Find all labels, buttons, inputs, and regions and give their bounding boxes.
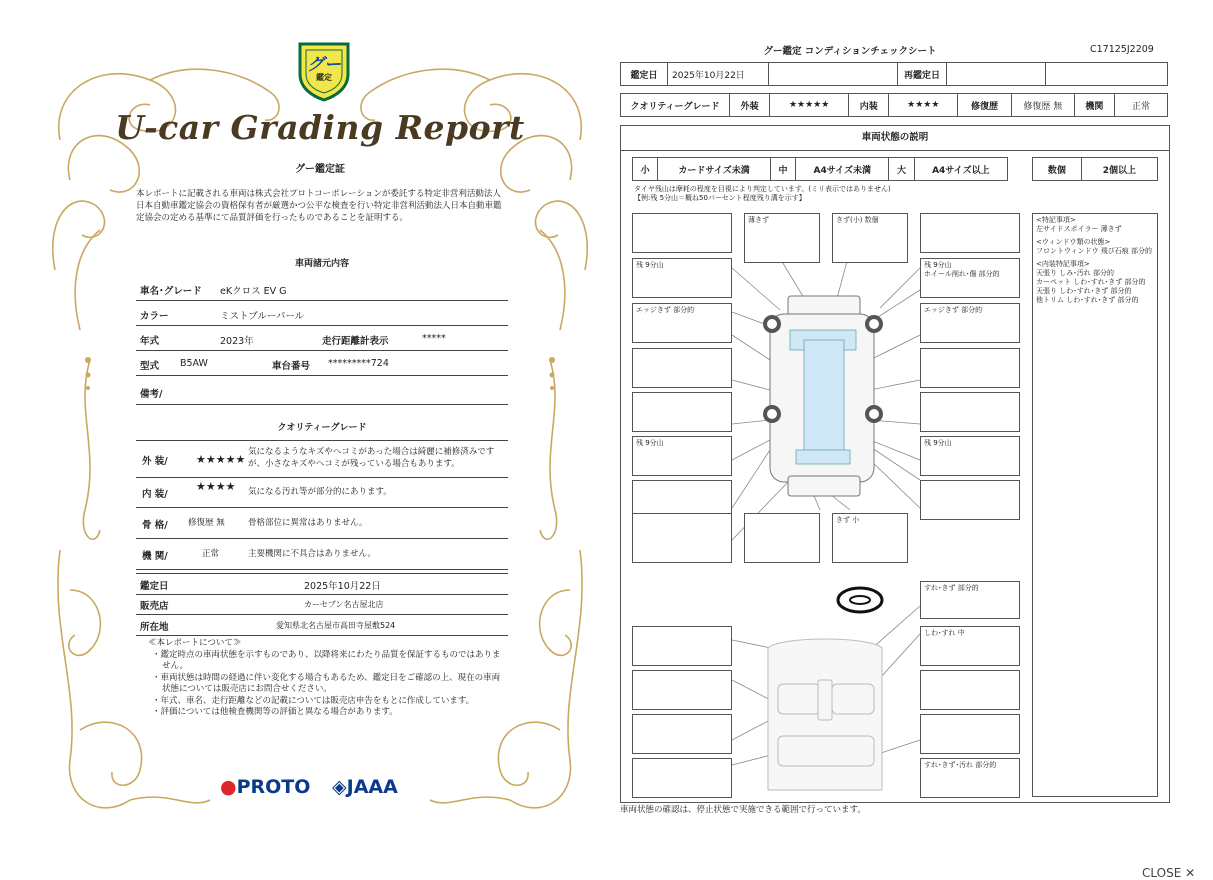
count-label: 数個 xyxy=(1033,158,1082,181)
spec-value-color: ミストブルーパール xyxy=(220,311,305,322)
special-title: <ウィンドウ類の状態> xyxy=(1036,238,1111,246)
goo-badge-logo xyxy=(296,38,352,102)
special-body: カーペット しわ･すれ･きず 部分的 xyxy=(1036,278,1146,286)
note-item: ・車両状態は時間の経過に伴い変化する場合もあるため、鑑定日をご確認の上、現在の車両状態については販売店にお問合せください。 xyxy=(152,672,501,694)
condition-box: すれ･きず･汚れ 部分的 xyxy=(920,758,1020,798)
spec-row-color xyxy=(136,301,508,326)
spec-value-odometer: ***** xyxy=(422,333,446,344)
note-item: ・年式、車名、走行距離などの記載については販売店申告をもとに作成しています。 xyxy=(152,695,475,706)
special-body: 左サイドスポイラー 薄きず xyxy=(1036,225,1122,233)
spec-value-year: 2023年 xyxy=(220,336,254,347)
grade-value-engine: 正常 xyxy=(202,549,220,559)
size-medium-desc: A4サイズ未満 xyxy=(796,158,889,181)
special-title: <内装特記事項> xyxy=(1036,260,1090,268)
special-title: <特記事項> xyxy=(1036,216,1076,224)
spec-row-name xyxy=(136,276,508,301)
condition-box xyxy=(920,480,1020,520)
condition-box xyxy=(632,626,732,666)
condition-box: 残 9分山 xyxy=(632,258,732,298)
special-body: 他トリム しわ･すれ･きず 部分的 xyxy=(1036,296,1139,304)
grade-label: 機 関/ xyxy=(142,551,168,562)
special-body: 天張り しわ･すれ･きず 部分的 xyxy=(1036,287,1132,295)
proto-logo xyxy=(220,776,310,798)
spec-label: カラー xyxy=(140,311,169,322)
info-row-date xyxy=(136,573,508,595)
info-value-address: 愛知県北名古屋市高田寺屋敷524 xyxy=(276,621,396,630)
condition-box: すれ･きず 部分的 xyxy=(920,581,1020,619)
condition-box xyxy=(632,714,732,754)
condition-box xyxy=(632,213,732,253)
size-medium: 中 xyxy=(770,158,795,181)
condition-box xyxy=(632,670,732,710)
condition-box xyxy=(632,758,732,798)
special-body: フロントウィンドウ 飛び石痕 部分的 xyxy=(1036,247,1153,255)
condition-box: 残 9分山 xyxy=(920,436,1020,476)
condition-box: 残 9分山 xyxy=(632,436,732,476)
tire-note-line: 【例:残 5分山＝概ね50パーセント程度残り溝を示す】 xyxy=(634,194,806,202)
condition-box xyxy=(920,392,1020,432)
grade-label: 内 装/ xyxy=(142,489,168,500)
grade-row-exterior xyxy=(136,440,508,478)
interior-label: 内装 xyxy=(849,94,889,117)
grade-stars-exterior: ★★★★★ xyxy=(196,453,246,466)
condition-box xyxy=(632,348,732,388)
empty-cell xyxy=(1046,63,1168,86)
report-title: U-car Grading Report xyxy=(115,108,525,147)
close-button[interactable]: CLOSE ✕ xyxy=(1142,866,1196,880)
condition-box xyxy=(632,513,732,563)
count-desc: 2個以上 xyxy=(1081,158,1157,181)
condition-box: エッジきず 部分的 xyxy=(632,303,732,343)
condition-caption: 車両状態の説明 xyxy=(621,126,1169,151)
grade-row-engine xyxy=(136,539,508,570)
condition-box: 残 9分山 ホイール削れ･傷 部分的 xyxy=(920,258,1020,298)
engine-label: 機関 xyxy=(1074,94,1114,117)
info-row-address xyxy=(136,615,508,636)
quality-grade-table xyxy=(620,93,1168,117)
repair-label: 修復歴 xyxy=(958,94,1012,117)
tire-note xyxy=(634,185,891,203)
spec-label: 型式 xyxy=(140,361,160,372)
grade-value-frame: 修復歴 無 xyxy=(188,518,225,528)
size-small-desc: カードサイズ未満 xyxy=(658,158,771,181)
spec-value-chassis: *********724 xyxy=(328,358,389,369)
reappraisal-label: 再鑑定日 xyxy=(898,63,947,86)
condition-box xyxy=(920,714,1020,754)
condition-box xyxy=(920,348,1020,388)
interior-stars: ★★★★ xyxy=(889,94,958,117)
grade-row-interior xyxy=(136,477,508,508)
info-value-date: 2025年10月22日 xyxy=(304,581,381,592)
grade-desc: 気になる汚れ等が部分的にあります。 xyxy=(248,487,392,497)
sheet-title: グー鑑定 コンディションチェックシート xyxy=(763,46,937,57)
spec-row-remarks xyxy=(136,376,508,405)
quality-section-title: クオリティーグレード xyxy=(277,423,367,433)
jaaa-logo xyxy=(332,776,398,798)
grading-certificate xyxy=(40,30,600,830)
jaaa-mark-icon: ◈ xyxy=(332,776,347,798)
jaaa-logo-text: JAAA xyxy=(346,776,398,798)
exterior-label: 外装 xyxy=(730,94,770,117)
condition-check-sheet xyxy=(620,40,1170,820)
grade-stars-interior: ★★★★ xyxy=(196,480,236,493)
grade-label: 外 装/ xyxy=(142,456,168,467)
grade-label: 骨 格/ xyxy=(142,520,168,531)
size-legend-table xyxy=(632,157,1008,181)
condition-box: エッジきず 部分的 xyxy=(920,303,1020,343)
engine-value: 正常 xyxy=(1115,94,1168,117)
count-legend-table xyxy=(1032,157,1158,181)
repair-value: 修復歴 無 xyxy=(1011,94,1074,117)
size-large: 大 xyxy=(889,158,914,181)
condition-box xyxy=(632,392,732,432)
spec-label: 走行距離計表示 xyxy=(322,336,389,347)
spec-label: 車名･グレード xyxy=(140,286,202,297)
spec-section-title: 車両諸元内容 xyxy=(294,259,349,269)
condition-box: きず(小) 数個 xyxy=(832,213,908,263)
quality-grade-label: クオリティーグレード xyxy=(621,94,730,117)
special-body: 天張り しみ･汚れ 部分的 xyxy=(1036,269,1114,277)
spec-value-name: eKクロス EV G xyxy=(220,286,287,297)
exterior-stars: ★★★★★ xyxy=(770,94,849,117)
grade-desc: 気になるようなキズやヘコミがあった場合は綺麗に補修済みですが、小さなキズやヘコミが残っている場合もあります。 xyxy=(248,447,495,469)
certificate-heading: グー鑑定証 xyxy=(295,164,345,175)
date-label: 鑑定日 xyxy=(621,63,668,86)
badge-subtext: 鑑定 xyxy=(316,73,332,82)
condition-box: きず 小 xyxy=(832,513,908,563)
notes-title: ≪本レポートについて≫ xyxy=(148,638,242,648)
info-row-shop xyxy=(136,594,508,615)
special-notes-box xyxy=(1032,213,1158,797)
spec-value-model: B5AW xyxy=(180,358,208,369)
grade-desc: 骨格部位に異常はありません。 xyxy=(248,518,368,528)
condition-box xyxy=(920,670,1020,710)
report-notes xyxy=(148,638,508,719)
spec-label: 備考/ xyxy=(140,389,163,400)
grade-desc: 主要機関に不具合はありません。 xyxy=(248,549,377,559)
info-label: 鑑定日 xyxy=(140,581,169,592)
condition-box: 薄きず xyxy=(744,213,820,263)
note-item: ・鑑定時点の車両状態を示すものであり、以降将来にわたり品質を保証するものではありません。 xyxy=(152,649,501,671)
tire-note-line: タイヤ残山は摩耗の程度を目視により判定しています。(ミリ表示ではありません) xyxy=(634,185,891,193)
proto-logo-text: PROTO xyxy=(236,776,311,798)
sheet-footnote: 車両状態の確認は、停止状態で実施できる範囲で行っています。 xyxy=(620,805,866,815)
date-value: 2025年10月22日 xyxy=(668,63,769,86)
spec-label: 車台番号 xyxy=(272,361,311,372)
badge-text: グー xyxy=(307,55,341,75)
condition-box xyxy=(920,213,1020,253)
size-small: 小 xyxy=(633,158,658,181)
spec-row-model xyxy=(136,351,508,376)
certificate-statement: 本レポートに記載される車両は株式会社プロトコーポレーションが委託する特定非営利活動法人日本自動車鑑定協会の資格保有者が厳選かつ公平な検査を行い特定非営利活動法人日本自動車鑑定協会の定める基準にて品質評価を行ったものであることを証明する。 xyxy=(136,189,502,223)
info-label: 所在地 xyxy=(140,622,169,633)
appraisal-date-table xyxy=(620,62,1168,86)
grade-row-frame xyxy=(136,508,508,539)
condition-box: しわ･すれ 中 xyxy=(920,626,1020,666)
empty-cell xyxy=(947,63,1046,86)
spec-row-year xyxy=(136,326,508,351)
spec-label: 年式 xyxy=(140,336,160,347)
info-label: 販売店 xyxy=(140,601,169,612)
proto-mark-icon: ● xyxy=(220,776,237,798)
condition-box xyxy=(744,513,820,563)
size-large-desc: A4サイズ以上 xyxy=(914,158,1007,181)
empty-cell xyxy=(769,63,898,86)
note-item: ・評価については他検査機関等の評価と異なる場合があります。 xyxy=(152,707,398,717)
info-value-shop: カーセブン名古屋北店 xyxy=(304,600,384,609)
partner-logos xyxy=(220,774,420,804)
sheet-id: C17125J2209 xyxy=(1090,44,1154,55)
